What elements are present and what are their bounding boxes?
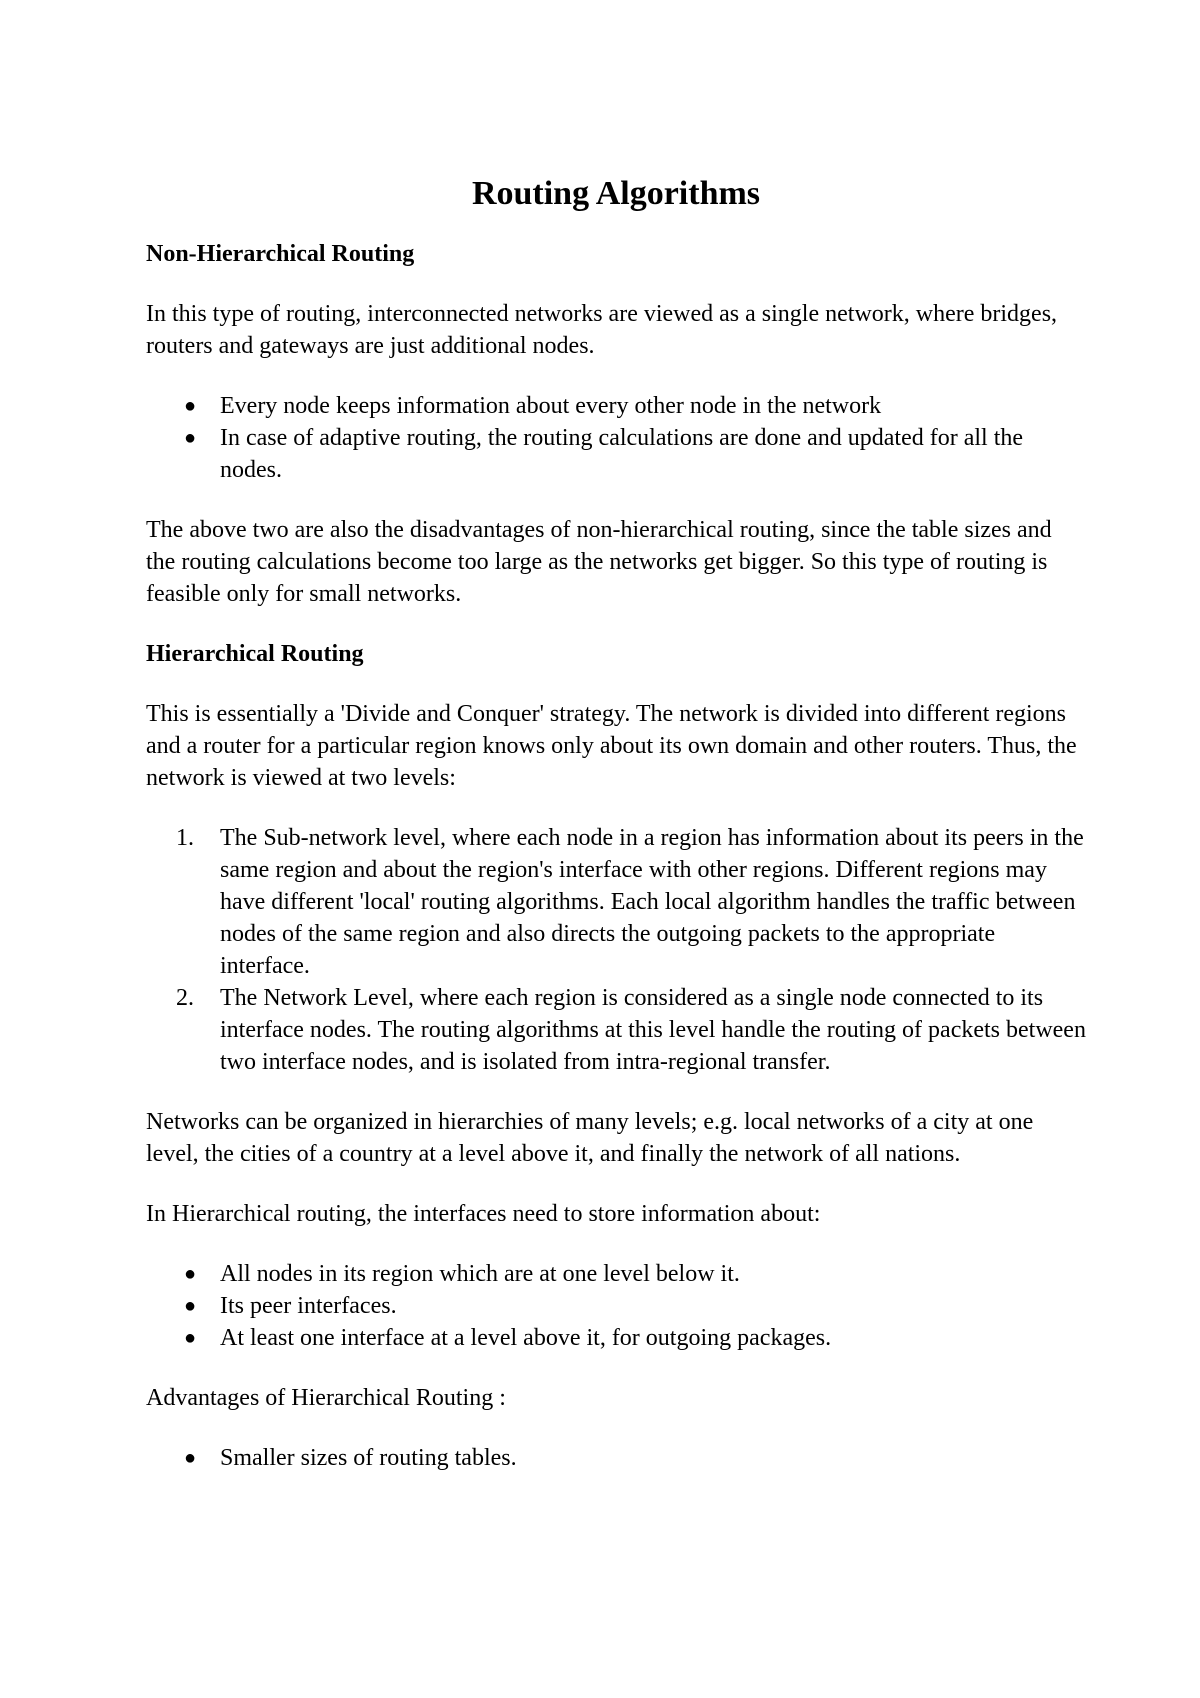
numbered-list-levels	[146, 822, 1086, 1078]
document-body	[146, 172, 1086, 1474]
list-item-text: At least one interface at a level above it, for outgoing packages.	[220, 1325, 832, 1351]
bullet-icon: ●	[184, 395, 197, 417]
list-item	[146, 982, 1086, 1078]
list-item-text: All nodes in its region which are at one level below it.	[220, 1261, 740, 1287]
list-item	[146, 1442, 1086, 1474]
list-item-text: Its peer interfaces.	[220, 1293, 397, 1319]
section-heading-hierarchical: Hierarchical Routing	[146, 641, 364, 667]
list-number: 1.	[176, 825, 194, 851]
bullet-icon: ●	[184, 1295, 197, 1317]
list-item	[146, 1258, 1086, 1290]
section-heading-non-hierarchical: Non-Hierarchical Routing	[146, 241, 415, 267]
list-item-text: Smaller sizes of routing tables.	[220, 1445, 517, 1471]
list-item	[146, 1290, 1086, 1322]
paragraph-advantages-heading: Advantages of Hierarchical Routing :	[146, 1385, 506, 1411]
bullet-icon: ●	[184, 1447, 197, 1469]
paragraph-hierarchical-intro: This is essentially a 'Divide and Conquer' strategy. The network is divided into different regions and a router for a particular region knows only about its own domain and other routers. Thus, the network is viewed at two levels:	[146, 701, 1077, 791]
paragraph-disadvantages: The above two are also the disadvantages of non-hierarchical routing, since the table sizes and the routing calculations become too large as the networks get bigger. So this type of routing is feasible only for small networks.	[146, 517, 1052, 607]
list-item-text: The Sub-network level, where each node in a region has information about its peers in the same region and about the region's interface with other regions. Different regions may have different 'local' routing algorithms. Each local algorithm handles the traffic between nodes of the same region and also directs the outgoing packets to the appropriate interface.	[220, 825, 1084, 979]
list-number: 2.	[176, 985, 194, 1011]
list-item	[146, 1322, 1086, 1354]
list-item	[146, 822, 1086, 982]
bullet-icon: ●	[184, 1263, 197, 1285]
list-item-text: Every node keeps information about every other node in the network	[220, 393, 882, 419]
bullet-icon: ●	[184, 1327, 197, 1349]
list-item-text: In case of adaptive routing, the routing calculations are done and updated for all the nodes.	[220, 425, 1024, 483]
bullet-list-advantages	[146, 1442, 1086, 1474]
page-title: Routing Algorithms	[471, 175, 761, 212]
bullet-icon: ●	[184, 427, 197, 449]
paragraph-interfaces-intro: In Hierarchical routing, the interfaces need to store information about:	[146, 1201, 821, 1227]
paragraph-organization: Networks can be organized in hierarchies of many levels; e.g. local networks of a city at one level, the cities of a country at a level above it, and finally the network of all nations.	[146, 1109, 1034, 1167]
list-item-text: The Network Level, where each region is considered as a single node connected to its interface nodes. The routing algorithms at this level handle the routing of packets between two interface nodes, and is isolated from intra-regional transfer.	[220, 985, 1086, 1075]
bullet-list-non-hierarchical	[146, 390, 1086, 486]
list-item	[146, 422, 1086, 486]
paragraph-non-hierarchical-intro: In this type of routing, interconnected networks are viewed as a single network, where bridges, routers and gateways are just additional nodes.	[146, 301, 1058, 359]
bullet-list-interfaces	[146, 1258, 1086, 1354]
list-item	[146, 390, 1086, 422]
